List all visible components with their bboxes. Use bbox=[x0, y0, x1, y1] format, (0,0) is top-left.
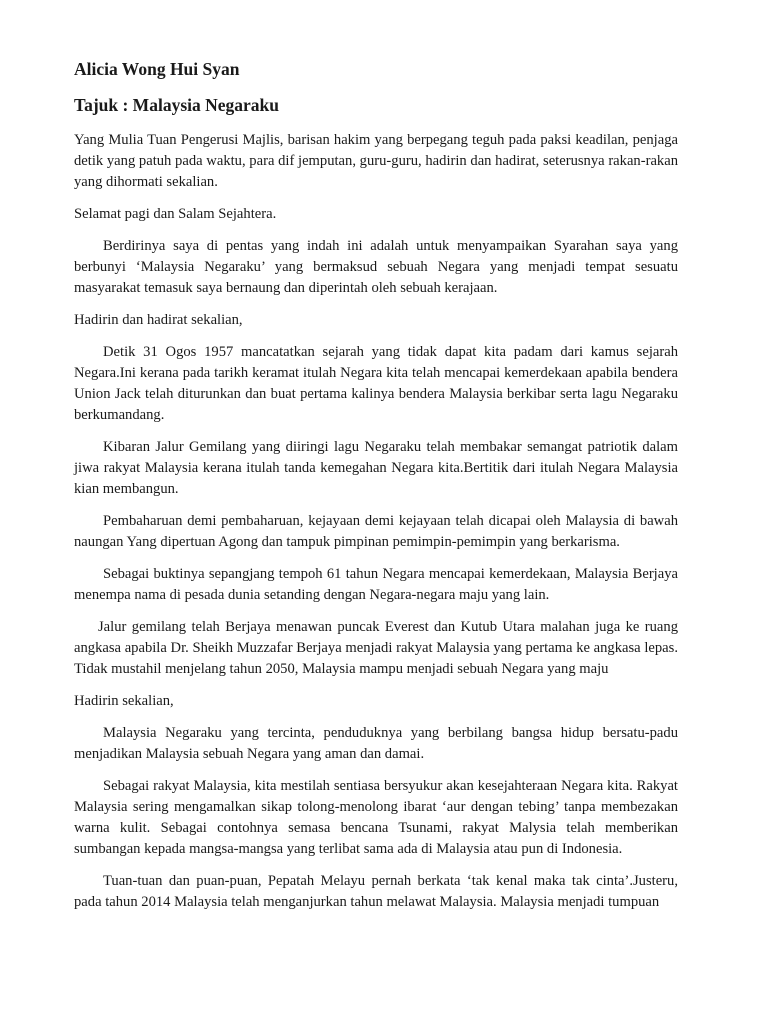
paragraph-address-2: Hadirin sekalian, bbox=[74, 693, 174, 709]
paragraph-tourism: Tuan-tuan dan puan-puan, Pepatah Melayu pernah berkata ‘tak kenal maka tak cinta’.Justeru, pada tahun 2014 Malaysia telah menganjurkan tahun melawat Malaysia. Malaysia menjadi tumpuan bbox=[74, 873, 678, 910]
paragraph-progress: Pembaharuan demi pembaharuan, kejayaan demi kejayaan telah dicapai oleh Malaysia di bawah naungan Yang dipertuan Agong dan tampuk pimpinan pemimpin-pemimpin yang berkarisma. bbox=[74, 513, 678, 550]
paragraph-greeting: Selamat pagi dan Salam Sejahtera. bbox=[74, 206, 277, 222]
paragraph-salutation: Yang Mulia Tuan Pengerusi Majlis, barisan hakim yang berpegang teguh pada paksi keadilan, penjaga detik yang patuh pada waktu, para dif jemputan, guru-guru, hadirin dan hadirat, seterusnya rakan-rakan yang dihormati sekalian. bbox=[74, 132, 678, 190]
paragraph-introduction: Berdirinya saya di pentas yang indah ini adalah untuk menyampaikan Syarahan saya yang berbunyi ‘Malaysia Negaraku’ yang bermaksud sebuah Negara yang menjadi tempat sesuatu masyarakat temasuk saya bernaung dan diperintah oleh sebuah kerajaan. bbox=[74, 238, 678, 296]
paragraph-address-1: Hadirin dan hadirat sekalian, bbox=[74, 312, 243, 328]
paragraph-unity: Malaysia Negaraku yang tercinta, penduduknya yang berbilang bangsa hidup bersatu-padu menjadikan Malaysia sebuah Negara yang aman dan damai. bbox=[74, 725, 678, 762]
paragraph-evidence: Sebagai buktinya sepangjang tempoh 61 tahun Negara mencapai kemerdekaan, Malaysia Berjaya menempa nama di pesada dunia setanding dengan Negara-negara maju yang lain. bbox=[74, 566, 678, 603]
paragraph-gratitude: Sebagai rakyat Malaysia, kita mestilah sentiasa bersyukur akan kesejahteraan Negara kita. Rakyat Malaysia sering mengamalkan sikap tolong-menolong ibarat ‘aur dengan tebing’ tanpa membezakan warna kulit. Sebagai contohnya semasa bencana Tsunami, rakyat Malysia telah memberikan sumbangan kepada mangsa-mangsa yang terlibat sama ada di Malaysia atau pun di Indonesia. bbox=[74, 778, 678, 857]
author-name: Alicia Wong Hui Syan bbox=[74, 59, 240, 79]
document-title: Tajuk : Malaysia Negaraku bbox=[74, 95, 280, 115]
paragraph-achievements: Jalur gemilang telah Berjaya menawan puncak Everest dan Kutub Utara malahan juga ke ruang angkasa apabila Dr. Sheikh Muzzafar Berjaya menjadi rakyat Malaysia yang pertama ke angkasa lepas. Tidak mustahil menjelang tahun 2050, Malaysia mampu menjadi sebuah Negara yang maju bbox=[74, 619, 678, 677]
paragraph-independence: Detik 31 Ogos 1957 mancatatkan sejarah yang tidak dapat kita padam dari kamus sejarah Negara.Ini kerana pada tarikh keramat itulah Negara kita telah mencapai kemerdekaan apabila bendera Union Jack telah diturunkan dan buat pertama kalinya bendera Malaysia berkibar serta lagu Negaraku berkumandang. bbox=[74, 344, 678, 423]
document-page bbox=[74, 58, 678, 924]
paragraph-jalur-gemilang: Kibaran Jalur Gemilang yang diiringi lagu Negaraku telah membakar semangat patriotik dalam jiwa rakyat Malaysia kerana itulah tanda kemegahan Negara kita.Bertitik dari itulah Negara Malaysia kian membangun. bbox=[74, 439, 678, 497]
